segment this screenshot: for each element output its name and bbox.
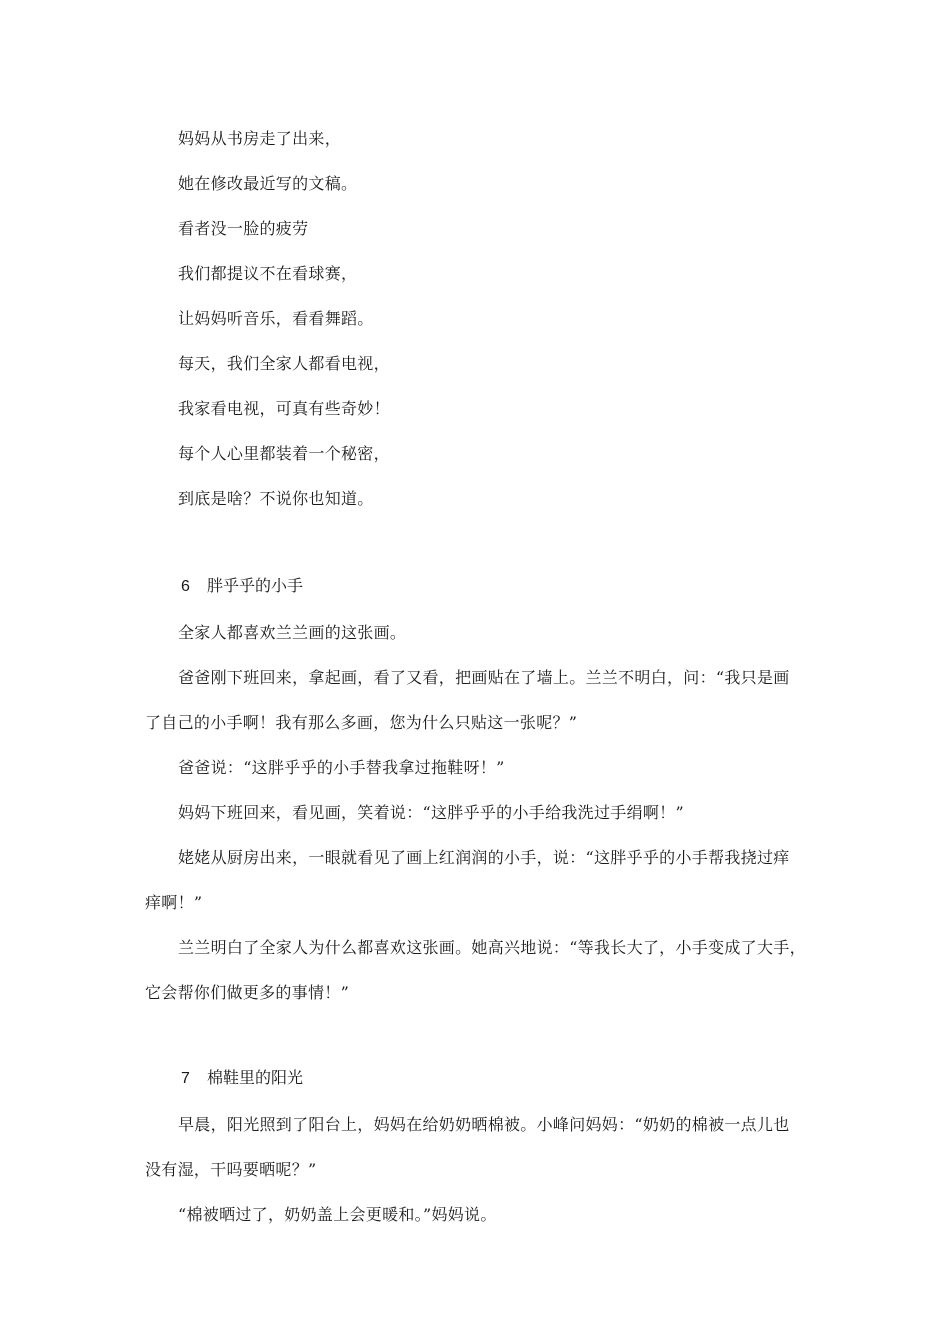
paragraph-line: 姥姥从厨房出来，一眼就看见了画上红润润的小手，说：“这胖乎乎的小手帮我挠过痒 (178, 848, 790, 867)
paragraph-line: “棉被晒过了，奶奶盖上会更暖和。”妈妈说。 (178, 1205, 497, 1224)
section-heading (181, 576, 303, 597)
poem-line: 我们都提议不在看球赛， (178, 264, 358, 283)
paragraph-line: 妈妈下班回来，看见画，笑着说：“这胖乎乎的小手给我洗过手绢啊！” (178, 803, 684, 822)
paragraph-line: 兰兰明白了全家人为什么都喜欢这张画。她高兴地说：“等我长大了，小手变成了大手， (178, 938, 806, 957)
section-heading (181, 1068, 303, 1089)
poem-line: 看者没一脸的疲劳 (178, 219, 309, 238)
poem-line: 妈妈从书房走了出来， (178, 129, 342, 148)
paragraph-line: 痒啊！” (145, 893, 203, 912)
poem-line: 我家看电视，可真有些奇妙！ (178, 399, 390, 418)
paragraph-line: 早晨，阳光照到了阳台上，妈妈在给奶奶晒棉被。小峰问妈妈：“奶奶的棉被一点儿也 (178, 1115, 790, 1134)
paragraph-line: 爸爸说：“这胖乎乎的小手替我拿过拖鞋呀！” (178, 758, 505, 777)
section-title: 棉鞋里的阳光 (207, 1068, 304, 1087)
section-number: 6 (181, 578, 190, 595)
poem-line: 她在修改最近写的文稿。 (178, 174, 358, 193)
paragraph-line: 它会帮你们做更多的事情！” (145, 983, 350, 1002)
poem-line: 每个人心里都装着一个秘密， (178, 444, 390, 463)
paragraph-line: 没有湿，干吗要晒呢？” (145, 1160, 317, 1179)
section-number: 7 (181, 1070, 190, 1087)
paragraph-line: 爸爸刚下班回来，拿起画，看了又看，把画贴在了墙上。兰兰不明白，问：“我只是画 (178, 668, 790, 687)
poem-line: 到底是啥？不说你也知道。 (178, 489, 374, 508)
poem-line: 每天，我们全家人都看电视， (178, 354, 390, 373)
paragraph-line: 全家人都喜欢兰兰画的这张画。 (178, 623, 407, 642)
poem-line: 让妈妈听音乐，看看舞蹈。 (178, 309, 374, 328)
section-title: 胖乎乎的小手 (207, 576, 304, 595)
paragraph-line: 了自己的小手啊！我有那么多画，您为什么只贴这一张呢？” (145, 713, 578, 732)
